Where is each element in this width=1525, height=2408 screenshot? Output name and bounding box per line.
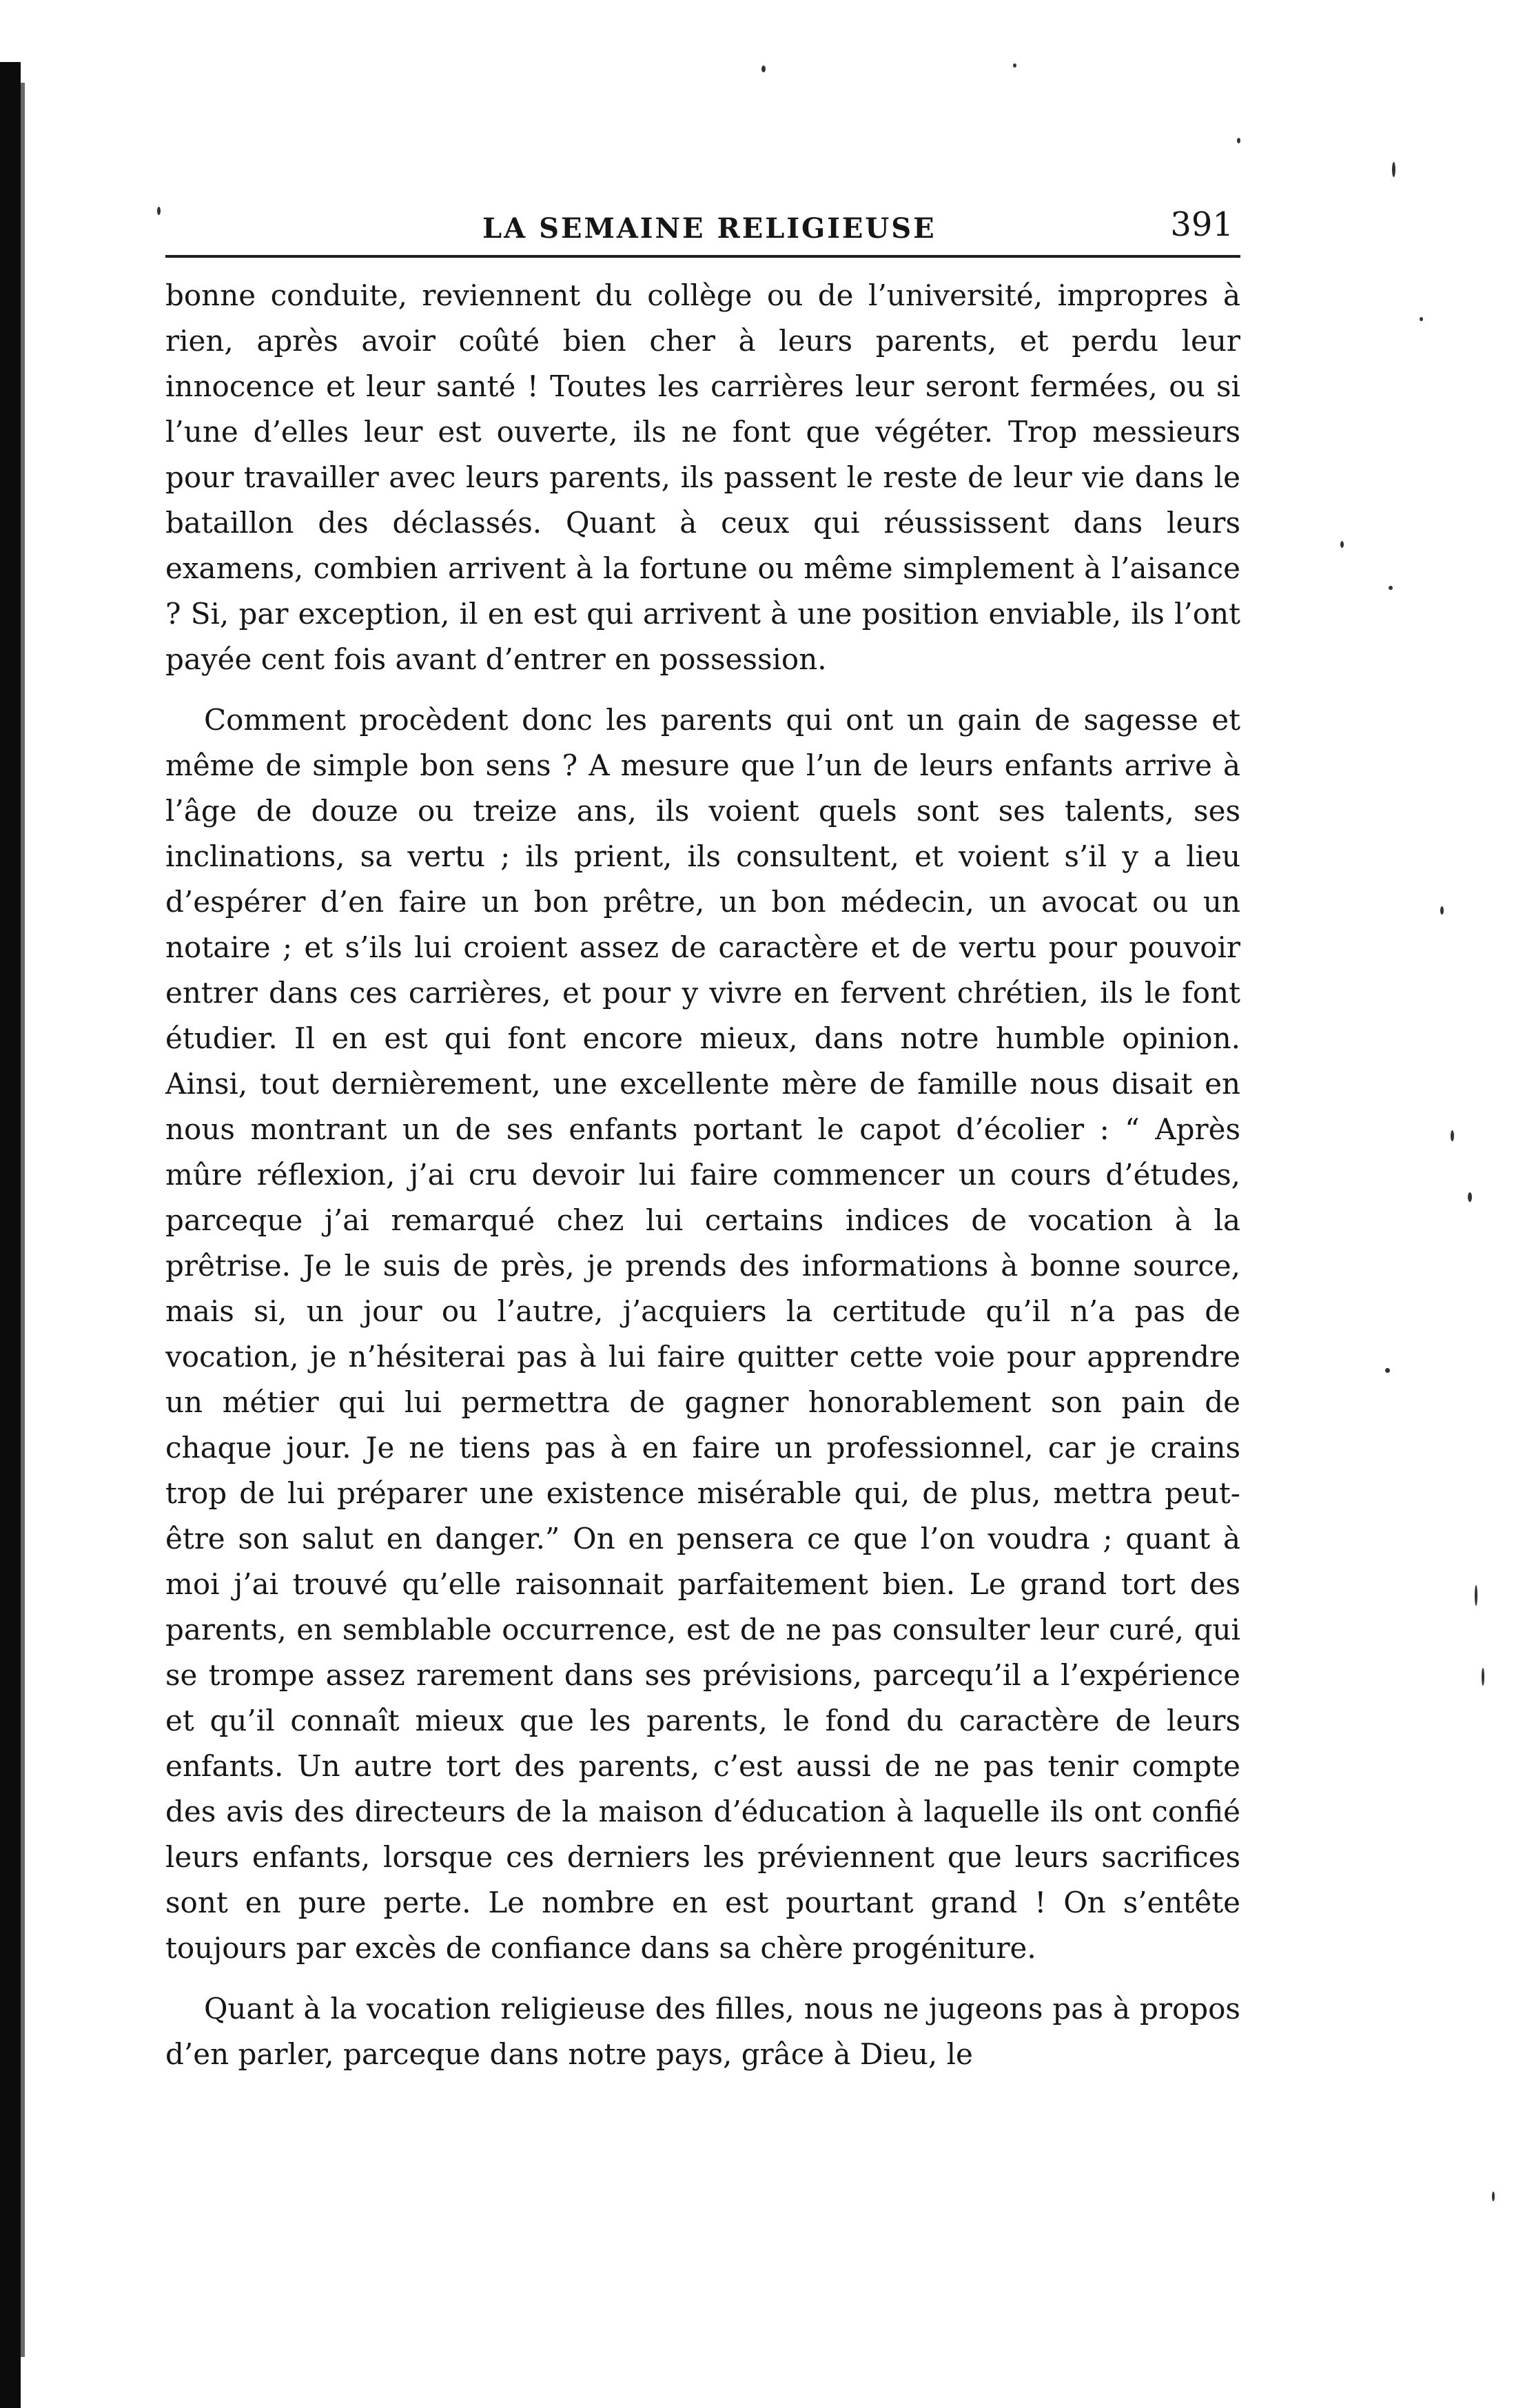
paragraph: Quant à la vocation religieuse des filles, nous ne jugeons pas à propos d’en parler, parceque dans notre pays, grâce à Dieu, le — [165, 1992, 1240, 2071]
scan-speck — [1475, 1585, 1477, 1606]
scan-speck — [157, 207, 161, 215]
paragraph: Comment procèdent donc les parents qui ont un gain de sagesse et même de simple bon sens ? A mesure que l’un de leurs enfants arrive à l’âge de douze ou treize ans, ils voient quels sont ses talents, ses inclinations, sa vertu ; ils prient, ils consultent, et voient s’il y a lieu d’espérer d’en faire un bon prêtre, un bon médecin, un avocat ou un notaire ; et s’ils lui croient assez de caractère et de vertu pour pouvoir entrer dans ces carrières, et pour y vivre en fervent chrétien, ils le font étudier. Il en est qui font encore mieux, dans notre humble opinion. Ainsi, tout dernièrement, une excellente mère de famille nous disait en nous montrant un de ses enfants portant le capot d’écolier : “ Après mûre réflexion, j’ai cru devoir lui faire commencer un cours d’études, parceque j’ai remarqué chez lui certains indices de vocation à la prêtrise. Je le suis de près, je prends des informations à bonne source, mais si, un jour ou l’autre, j’acquiers la certitude qu’il n’a pas de vocation, je n’hésiterai pas à lui faire quitter cette voie pour apprendre un métier qui lui permettra de gagner honorablement son pain de chaque jour. Je ne tiens pas à en faire un professionnel, car je crains trop de lui préparer une existence misérable qui, de plus, mettra peut-être son salut en danger.” On en pensera ce que l’on voudra ; quant à moi j’ai trouvé qu’elle raisonnait parfaitement bien. Le grand tort des parents, en semblable occurrence, est de ne pas consulter leur curé, qui se trompe assez rarement dans ses prévisions, parcequ’il a l’expérience et qu’il connaît mieux que les parents, le fond du caractère de leurs enfants. Un autre tort des parents, c’est aussi de ne pas tenir compte des avis des directeurs de la maison d’éducation à laquelle ils ont confié leurs enfants, lorsque ces derniers les préviennent que leurs sacrifices sont en pure perte. Le nombre en est pourtant grand ! On s’entête toujours par excès de confiance dans sa chère progéniture. — [165, 703, 1240, 1965]
scan-speck — [1451, 1130, 1454, 1141]
page — [165, 200, 1240, 2077]
scan-speck — [1389, 586, 1393, 590]
scan-speck — [761, 65, 766, 72]
scan-speck — [1492, 2192, 1495, 2201]
scan-speck — [1392, 162, 1395, 177]
scan-speck — [1237, 138, 1240, 143]
running-title: LA SEMAINE RELIGIEUSE — [482, 212, 937, 245]
scan-edge-shadow — [0, 62, 21, 2408]
scan-speck — [1013, 63, 1016, 68]
scan-speck — [1482, 1668, 1484, 1686]
page-number: 391 — [1170, 205, 1234, 244]
scan-edge-gutter — [21, 83, 25, 2357]
scan-speck — [1468, 1192, 1472, 1202]
scan-speck — [1440, 906, 1444, 915]
paragraph-continued: bonne conduite, reviennent du collège ou de l’université, impropres à rien, après avoir coûté bien cher à leurs parents, et perdu leur innocence et leur santé ! Toutes les carrières leur seront fermées, ou si l’une d’elles leur est ouverte, ils ne font que végéter. Trop messieurs pour travailler avec leurs parents, ils passent le reste de leur vie dans le bataillon des déclassés. Quant à ceux qui réussissent dans leurs examens, combien arrivent à la fortune ou même simplement à l’aisance ? Si, par exception, il en est qui arrivent à une position enviable, ils l’ont payée cent fois avant d’entrer en possession. — [165, 278, 1240, 676]
scan-speck — [1420, 317, 1423, 321]
header-rule — [165, 255, 1240, 258]
scan-speck — [1340, 541, 1344, 548]
running-head — [165, 200, 1240, 255]
scan-speck — [1385, 1368, 1390, 1373]
